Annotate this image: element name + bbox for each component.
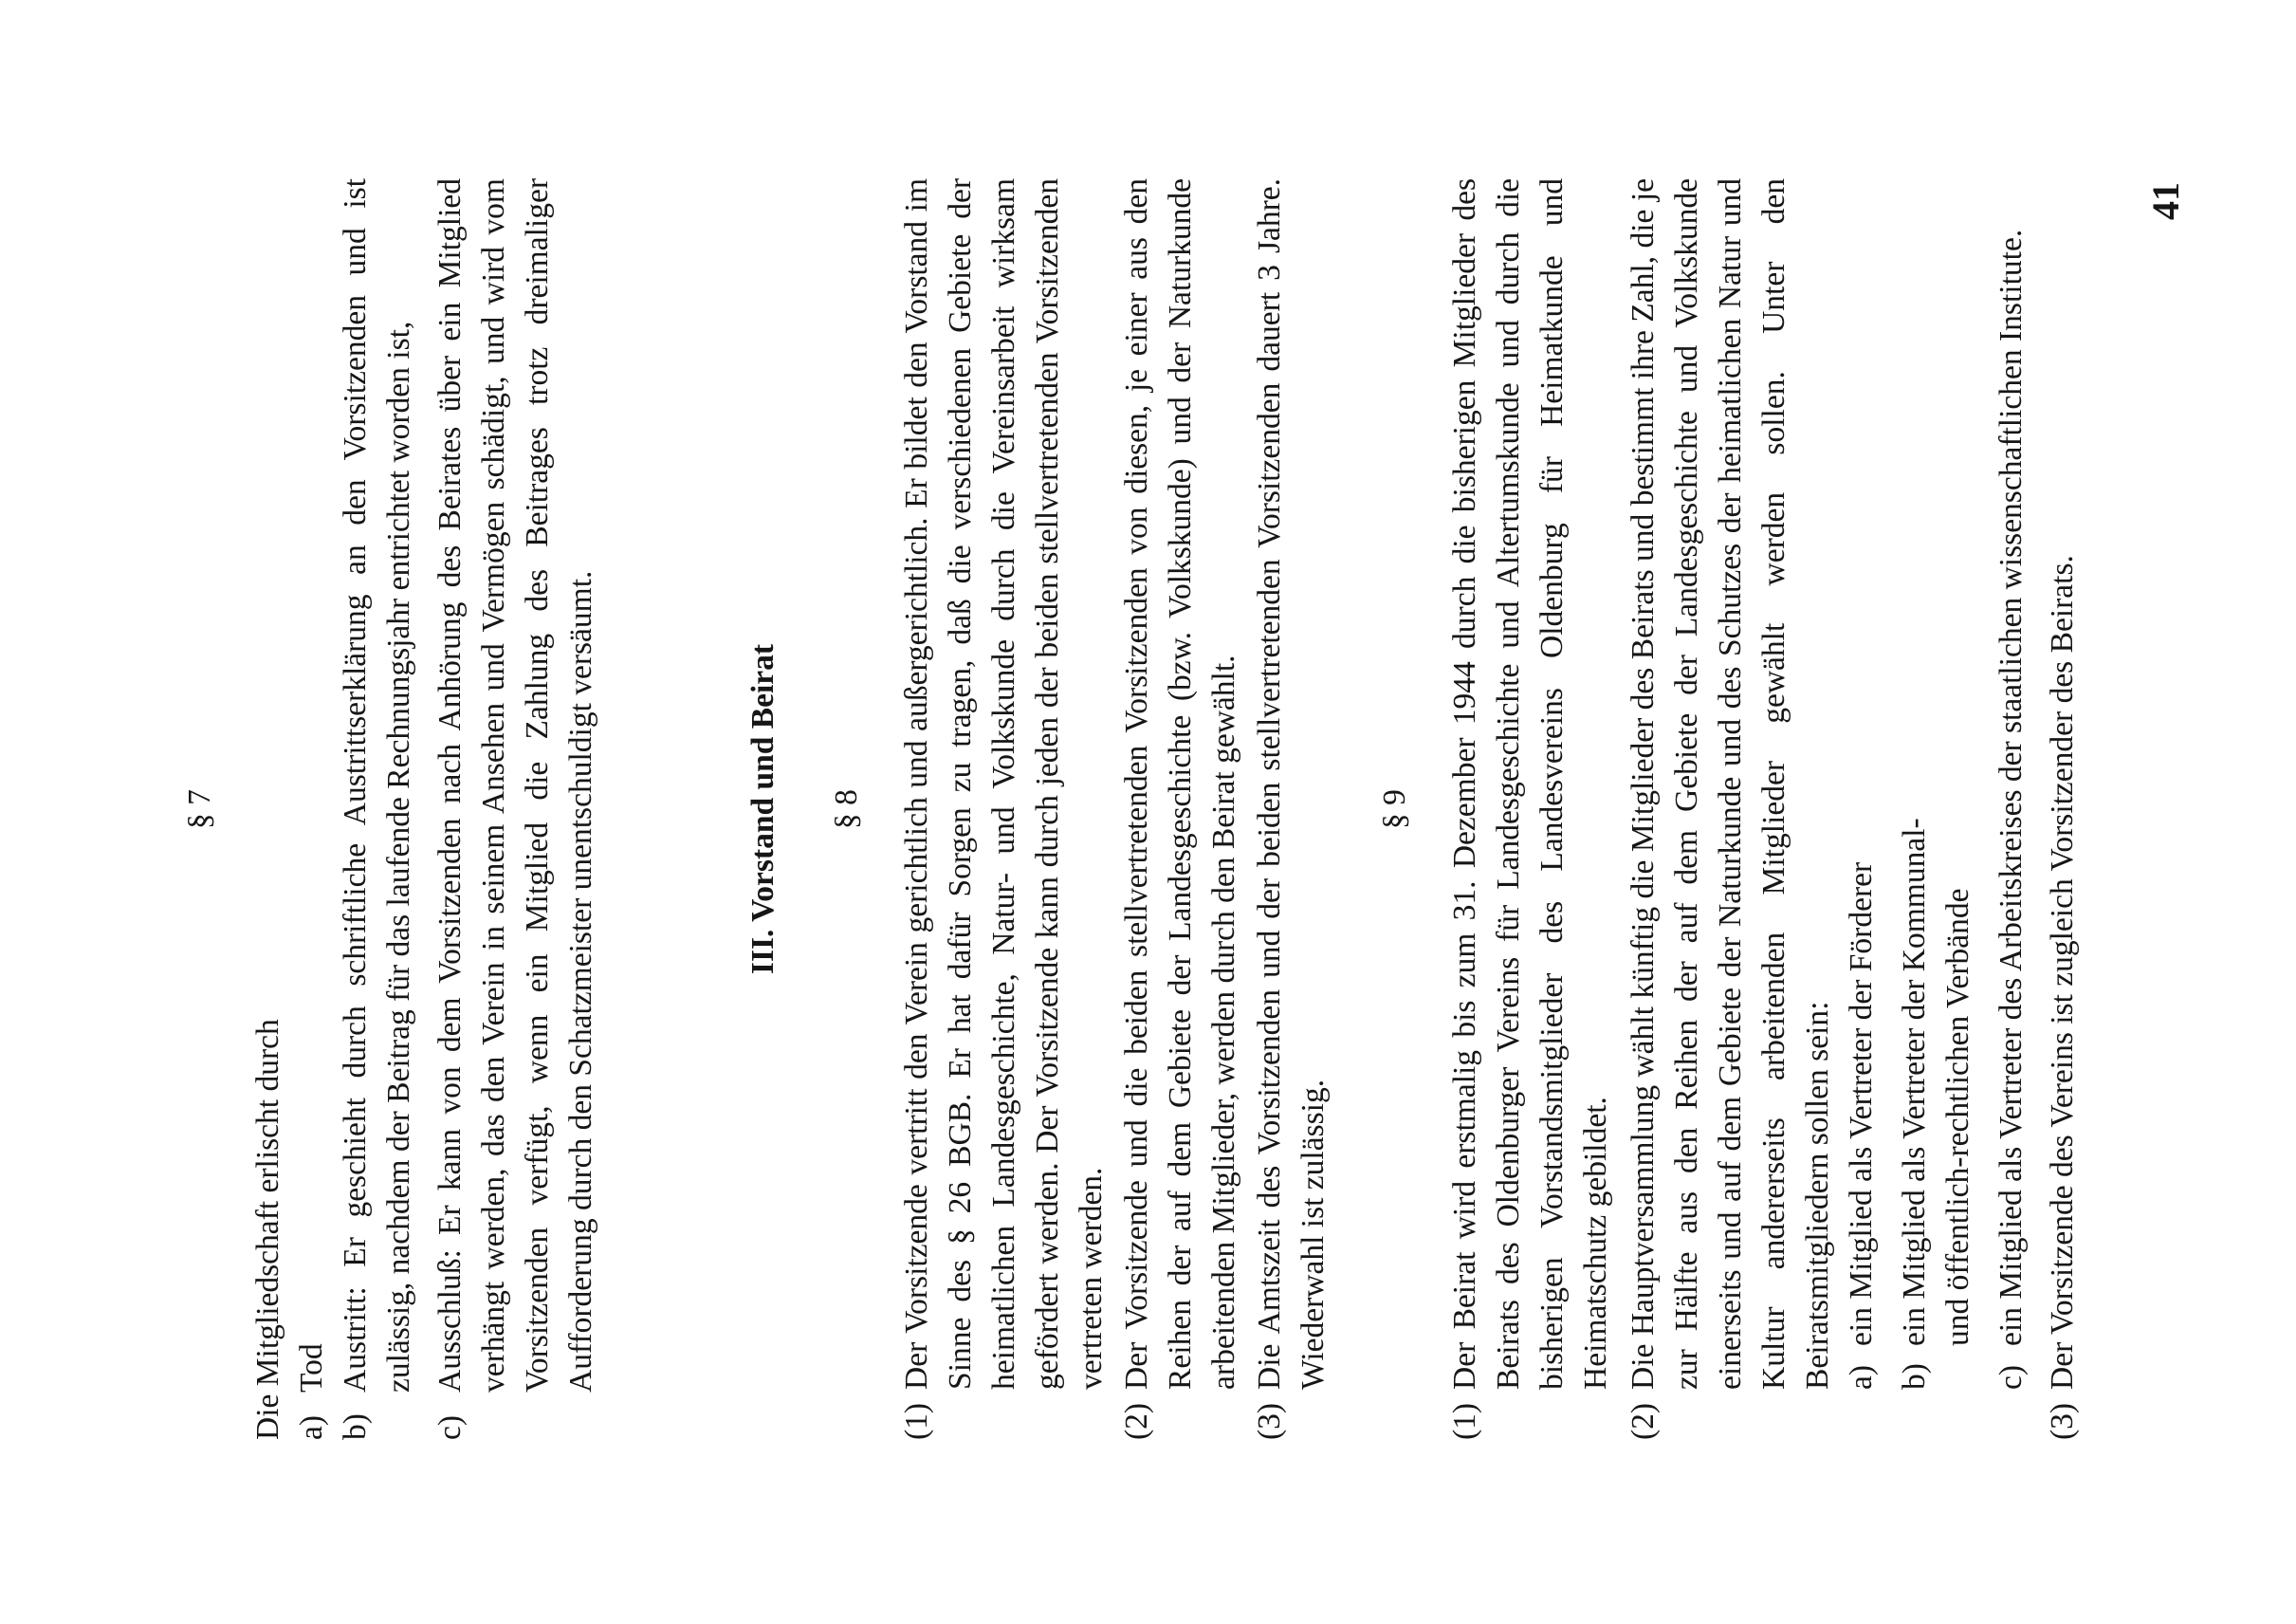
item-marker: (2) [1119,1402,1154,1440]
paragraph-7-item-c [429,178,603,1440]
paragraph-9-heading: § 9 [1377,789,1412,829]
item-text: Der Vorsitzende des Vereins ist zugleich Vorsitzender des Beirats. [2045,555,2080,1390]
subitem-text: ein Mitglied als Vertreter der Kommunal- und öffentlich-rechtlichen Verbände [1897,818,1975,1346]
paragraph-8-item-2 [1115,178,1246,1440]
item-text: Die Hauptversammlung wählt künftig die Mitglieder des Beirats und bestimmt ihre Zahl, die je zur Hälfte aus den Reihen der auf dem Gebiete der Landesgeschichte und Volkskunde einerseits und auf dem Gebiete der Naturkunde und des Schutzes der heimatlichen Natur und Kultur andererseits arbeitenden Mitglieder gewählt werden sollen. Unter den Beiratsmitgliedern sollen sein: [1626,178,1835,1390]
subitem-marker: c) [1993,1364,2029,1390]
page-number: 41 [2144,182,2187,220]
paragraph-8-item-1 [895,178,1113,1440]
subitem-text: ein Mitglied als Vertreter der Förderer [1844,861,1879,1346]
paragraph-9-item-1 [1443,178,1618,1440]
item-text: Der Vorsitzende und die beiden stellvertretenden Vorsitzenden von diesen, je einer aus den Reihen der auf dem Gebiete der Landesgeschichte (bzw. Volkskunde) und der Naturkunde arbeitenden Mitglieder, werden durch den Beirat gewählt. [1119,178,1241,1390]
paragraph-7-heading: § 7 [182,789,217,829]
paragraph-9-subitem-b [1893,178,1980,1390]
section-3-heading: III. Vorstand und Beirat [745,643,781,975]
subitem-text: ein Mitglied als Vertreter des Arbeitskreises der staatlichen wissenschaftlichen Institute. [1993,229,2029,1346]
subitem-marker: b) [1897,1363,1932,1390]
item-marker: a) [294,1414,329,1440]
item-marker: (3) [2045,1402,2080,1440]
page-content [178,178,2085,1440]
item-text: Austritt: Er geschieht durch schriftliche Austrittserklärung an den Vorsitzenden und ist zulässig, nachdem der Beitrag für das laufende Rechnungsjahr entrichtet worden ist, [338,178,416,1393]
subitem-marker: a) [1844,1364,1879,1390]
item-marker: (3) [1252,1402,1287,1440]
paragraph-9-item-2 [1622,178,2033,1440]
item-text: Tod [294,1343,329,1393]
item-body [1622,178,2033,1390]
paragraph-8-item-3 [1248,178,1335,1440]
item-marker: (1) [1447,1402,1482,1440]
item-marker: (2) [1626,1402,1661,1440]
item-marker: c) [432,1414,468,1440]
item-text: Der Vorsitzende vertritt den Verein gerichtlich und außergerichtlich. Er bildet den Vorstand im Sinne des § 26 BGB. Er hat dafür Sorgen zu tragen, daß die verschiedenen Gebiete der heimatlichen Landesgeschichte, Natur- und Volkskunde durch die Vereinsarbeit wirksam gefördert werden. Der Vorsitzende kann durch jeden der beiden stellvertretenden Vorsitzenden vertreten werden. [899,178,1109,1390]
paragraph-9-subitem-c [1990,178,2033,1390]
paragraph-9-subitem-a [1840,178,1883,1390]
item-text: Die Amtszeit des Vorsitzenden und der beiden stellvertretenden Vorsitzenden dauert 3 Jahre. Wiederwahl ist zulässig. [1252,178,1331,1390]
item-marker: (1) [899,1402,934,1440]
item-marker: b) [338,1413,373,1440]
paragraph-7-item-b [334,178,421,1440]
paragraph-7-item-a [290,178,334,1440]
item-text: Ausschluß: Er kann von dem Vorsitzenden nach Anhörung des Beirates über ein Mitglied verhängt werden, das den Verein in seinem Ansehen und Vermögen schädigt, und wird vom Vorsitzenden verfügt, wenn ein Mitglied die Zahlung des Beitrages trotz dreimaliger Aufforderung durch den Schatzmeister unentschuldigt versäumt. [432,178,598,1393]
paragraph-8-heading: § 8 [829,789,864,829]
paragraph-9-item-3 [2041,178,2085,1440]
paragraph-7-intro: Die Mitgliedschaft erlischt durch [250,1019,285,1440]
item-text: Der Beirat wird erstmalig bis zum 31. Dezember 1944 durch die bisherigen Mitglieder des Beirats des Oldenburger Vereins für Landesgeschichte und Altertumskunde und durch die bisherigen Vorstandsmitglieder des Landesvereins Oldenburg für Heimatkunde und Heimatschutz gebildet. [1447,178,1613,1390]
